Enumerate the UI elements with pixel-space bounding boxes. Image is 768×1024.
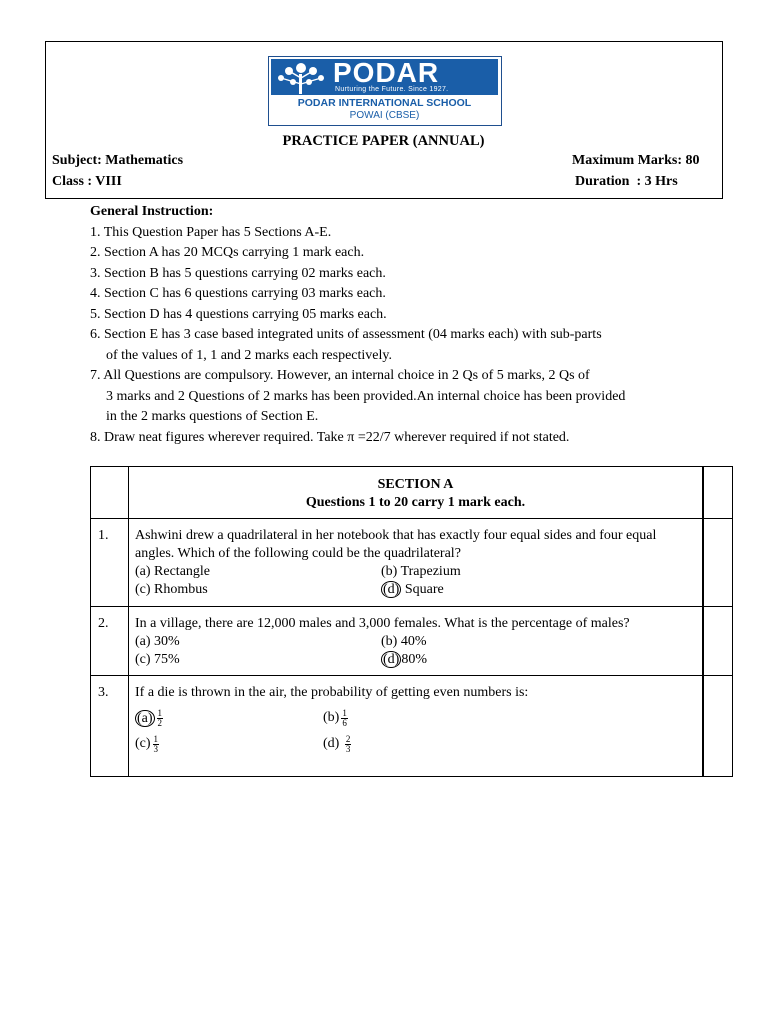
number-cell	[91, 467, 129, 519]
option-b: (b) Trapezium	[381, 564, 461, 579]
question-row	[91, 519, 733, 607]
section-subtitle: Questions 1 to 20 carry 1 mark each.	[305, 495, 526, 510]
option-b: (b) 40%	[381, 634, 427, 649]
option-a	[135, 705, 323, 731]
instruction-line: in the 2 marks questions of Section E.	[106, 409, 319, 424]
question-number: 1.	[91, 519, 129, 607]
instruction-line: 1. This Question Paper has 5 Sections A-E.	[90, 224, 332, 240]
section-header-cell	[129, 467, 704, 519]
answer-circle-mark: (d)	[383, 582, 400, 597]
paper-title: PRACTICE PAPER (ANNUAL)	[282, 133, 485, 149]
question-text: If a die is thrown in the air, the probability of getting even numbers is:	[135, 685, 529, 700]
question-cell	[129, 519, 704, 607]
duration-label: Duration : 3 Hrs	[575, 174, 678, 189]
logo-branch: POWAI (CBSE)	[349, 110, 420, 121]
question-cell	[129, 607, 704, 676]
option-a: (a) Rectangle	[135, 564, 211, 579]
option-d-text: 80%	[401, 652, 427, 667]
marks-cell	[703, 607, 733, 676]
question-number: 3.	[91, 676, 129, 777]
option-c: (c) $\frac{1}{3}$	[135, 733, 159, 754]
tree-icon	[275, 60, 327, 94]
max-marks-label: Maximum Marks: 80	[572, 153, 700, 168]
option-c: (c) Rhombus	[135, 582, 208, 597]
question-cell	[129, 676, 704, 777]
instruction-line: of the values of 1, 1 and 2 marks each respectively.	[106, 347, 392, 363]
marks-cell	[703, 676, 733, 777]
option-c: (c) 75%	[135, 652, 180, 667]
logo-banner	[271, 59, 498, 95]
fraction: $\frac{2}{3}$	[345, 733, 351, 754]
instruction-line: 7. All Questions are compulsory. However, an internal choice in 2 Qs of 5 marks, 2 Qs of	[90, 368, 590, 383]
class-label: Class : VIII	[52, 174, 122, 189]
answer-circle-mark: (d)	[383, 652, 400, 667]
subject-label: Subject: Mathematics	[52, 153, 184, 168]
options-grid	[135, 633, 696, 669]
instruction-line: 5. Section D has 4 questions carrying 05 marks each.	[90, 306, 387, 322]
question-text: Ashwini drew a quadrilateral in her notebook that has exactly four equal sides and four equal angles. Which of the following could be the quadrilateral?	[135, 528, 657, 561]
logo-school-name: PODAR INTERNATIONAL SCHOOL	[297, 97, 472, 109]
section-title: SECTION A	[377, 477, 454, 492]
question-row	[91, 607, 733, 676]
instruction-line: 3 marks and 2 Questions of 2 marks has been provided.An internal choice has been provided	[106, 388, 626, 404]
option-b: (b) $\frac{1}{6}$	[323, 707, 347, 728]
instruction-line: 2. Section A has 20 MCQs carrying 1 mark each.	[90, 245, 365, 260]
options-grid	[135, 705, 696, 757]
instructions-heading: General Instruction:	[90, 204, 214, 219]
instruction-line: 6. Section E has 3 case based integrated units of assessment (04 marks each) with sub-parts	[90, 327, 602, 342]
instruction-line: 3. Section B has 5 questions carrying 02 marks each.	[90, 265, 386, 281]
logo-tagline: Nurturing the Future. Since 1927.	[335, 86, 449, 93]
marks-cell	[703, 467, 733, 519]
question-table	[90, 466, 733, 777]
school-logo	[268, 56, 502, 126]
instruction-line: 8. Draw neat figures wherever required. Take π =22/7 wherever required if not stated.	[90, 429, 570, 445]
general-instructions	[90, 202, 625, 448]
logo-brand: PODAR	[333, 57, 440, 88]
option-d-text: Square	[404, 582, 444, 597]
instruction-line: 4. Section C has 6 questions carrying 03 marks each.	[90, 286, 386, 301]
option-d	[381, 651, 696, 669]
option-d	[381, 581, 696, 599]
question-number: 2.	[91, 607, 129, 676]
option-d: (d) $\frac{2}{3}$	[323, 733, 351, 754]
fraction: $\frac{1}{3}$	[153, 733, 159, 754]
section-header-row	[91, 467, 733, 519]
fraction: $\frac{1}{6}$	[342, 707, 347, 728]
marks-cell	[703, 519, 733, 607]
options-grid	[135, 563, 696, 599]
answer-circle-mark: (a)	[137, 710, 153, 726]
question-row	[91, 676, 733, 777]
paper-header	[45, 41, 723, 199]
option-a: (a) 30%	[135, 634, 180, 649]
question-text: In a village, there are 12,000 males and 3,000 females. What is the percentage of males?	[135, 616, 630, 631]
fraction: $\frac{1}{2}$	[157, 707, 163, 728]
